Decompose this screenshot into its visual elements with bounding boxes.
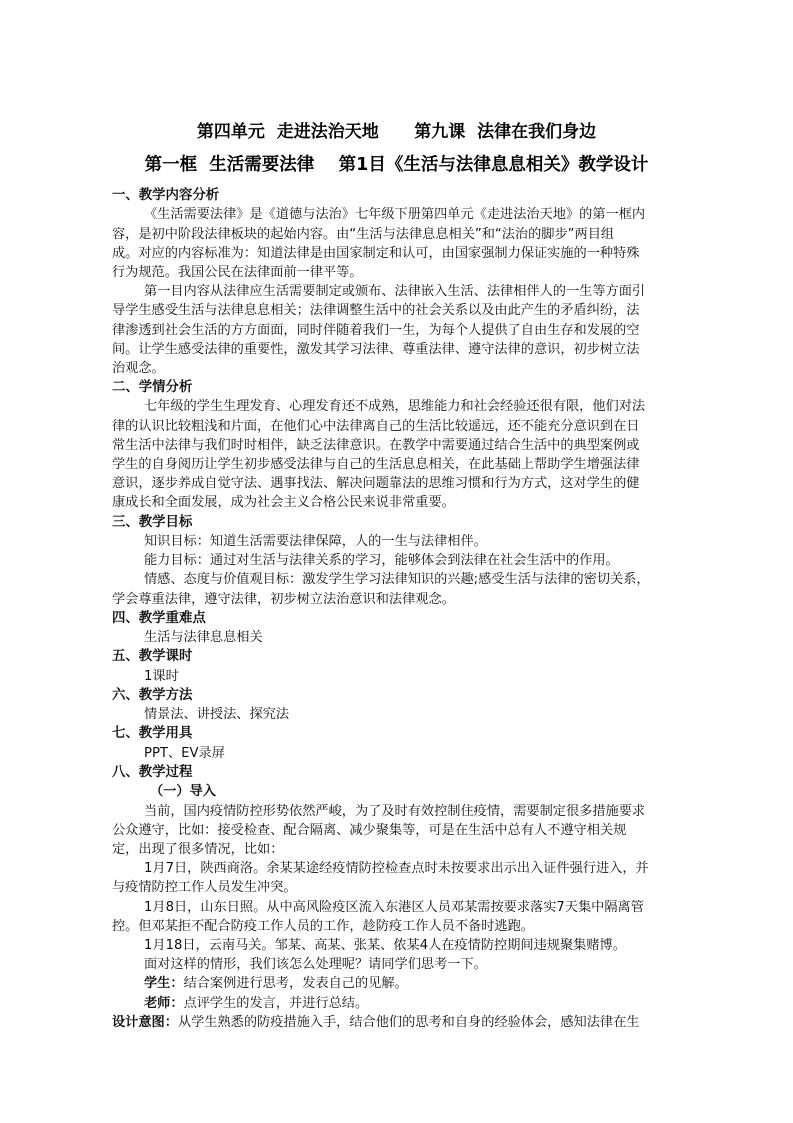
case-line: 控。但邓某拒不配合防疫工作人员的工作，趁防疫工作人员不备时逃跑。 xyxy=(112,918,534,934)
key-points-text: 生活与法律息息相关 xyxy=(144,630,263,646)
section-title: 第一框 生活需要法律 第1目《生活与法律息息相关》教学设计 xyxy=(144,155,649,175)
paragraph-line: 定，出现了很多情况，比如： xyxy=(112,842,284,857)
heading-content-analysis: 一、教学内容分析 xyxy=(112,188,220,203)
design-intent xyxy=(112,1013,687,1032)
case-line: 1月7日，陕西商洛。余某某途经疫情防控检查点时未按要求出示出入证件强行进入，并 xyxy=(144,861,649,877)
document-body xyxy=(112,186,687,1032)
paragraph-line: 第一目内容从法律应生活需要制定或颁布、法律嵌入生活、法律相伴人的一生等方面引 xyxy=(144,284,646,300)
case-line: 1月18日，云南马关。邹某、高某、张某、侬某4人在疫情防控期间违规聚集赌博。 xyxy=(144,937,626,953)
subheading-introduction: （一）导入 xyxy=(150,784,216,800)
heading-teaching-goals: 三、教学目标 xyxy=(112,514,193,530)
goal-knowledge: 知识目标：知道生活需要法律保障，人的一生与法律相伴。 xyxy=(144,533,487,549)
teacher-text: 点评学生的发言，并进行总结。 xyxy=(183,995,369,1011)
paragraph-line: 当前，国内疫情防控形势依然严峻，为了及时有效控制住疫情，需要制定很多措施要求 xyxy=(144,803,646,819)
unit-lesson-title: 第四单元 走进法治天地 第九课 法律在我们身边 xyxy=(196,122,597,142)
student-label: 学生： xyxy=(144,976,184,992)
student-activity xyxy=(112,974,687,993)
heading-tools: 七、教学用具 xyxy=(112,726,193,742)
paragraph-line: 康成长和全面发展，成为社会主义合格公民来说非常重要。 xyxy=(112,495,455,511)
paragraph-line: 常生活中法律与我们时时相伴，缺乏法律意识。在教学中需要通过结合生活中的典型案例或 xyxy=(112,437,640,453)
teacher-label: 老师： xyxy=(144,995,184,1011)
heading-learner-analysis: 二、学情分析 xyxy=(112,380,193,396)
case-line: 与疫情防控工作人员发生冲突。 xyxy=(112,880,297,896)
heading-methods: 六、教学方法 xyxy=(112,687,193,703)
methods-text: 情景法、讲授法、探究法 xyxy=(144,707,290,723)
paragraph-line: 七年级的学生生理发育、心理发育还不成熟，思维能力和社会经验还很有限，他们对法 xyxy=(144,399,646,415)
paragraph-line: 容，是初中阶段法律板块的起始内容。由“生活与法律息息相关”和“法治的脚步”两目组 xyxy=(112,226,615,242)
paragraph-line: 律渗透到社会生活的方方面面，同时伴随着我们一生，为每个人提供了自由生存和发展的空 xyxy=(112,322,640,338)
paragraph-line: 律的认识比较粗浅和片面，在他们心中法律离自己的生活比较遥远，还不能充分意识到在日 xyxy=(112,418,640,434)
tools-text: PPT、EV录屏 xyxy=(144,745,225,761)
intent-label: 设计意图： xyxy=(112,1014,178,1030)
goal-emotion: 情感、态度与价值观目标：激发学生学习法律知识的兴趣;感受生活与法律的密切关系， xyxy=(144,572,650,588)
paragraph-line: 学生的自身阅历让学生初步感受法律与自己的生活息息相关，在此基础上帮助学生增强法律 xyxy=(112,457,640,473)
heading-class-hours: 五、教学课时 xyxy=(112,649,193,665)
paragraph-line: 间。让学生感受法律的重要性，激发其学习法律、尊重法律、遵守法律的意识，初步树立法 xyxy=(112,341,640,357)
student-text: 结合案例进行思考，发表自己的见解。 xyxy=(183,976,408,992)
teacher-activity xyxy=(112,994,687,1013)
paragraph-line: 《生活需要法律》是《道德与法治》七年级下册第四单元《走进法治天地》的第一框内 xyxy=(144,207,646,223)
question-line: 面对这样的情形，我们该怎么处理呢？请同学们思考一下。 xyxy=(144,957,487,973)
intent-text: 从学生熟悉的防疫措施入手，结合他们的思考和自身的经验体会，感知法律在生 xyxy=(177,1014,640,1030)
paragraph-line: 公众遵守，比如：接受检查、配合隔离、减少聚集等，可是在生活中总有人不遵守相关规 xyxy=(112,822,627,838)
goal-ability: 能力目标：通过对生活与法律关系的学习，能够体会到法律在社会生活中的作用。 xyxy=(144,553,619,569)
paragraph-line: 行为规范。我国公民在法律面前一律平等。 xyxy=(112,264,363,280)
paragraph-line: 意识，逐步养成自觉守法、遇事找法、解决问题靠法的思维习惯和行为方式，这对学生的健 xyxy=(112,476,640,492)
paragraph-line: 学会尊重法律，遵守法律，初步树立法治意识和法律观念。 xyxy=(112,591,455,607)
heading-process: 八、教学过程 xyxy=(112,765,193,781)
case-line: 1月8日，山东日照。从中高风险疫区流入东港区人员邓某需按要求落实7天集中隔离管 xyxy=(144,899,644,915)
class-hours-text: 1课时 xyxy=(144,668,179,684)
heading-key-points: 四、教学重难点 xyxy=(112,610,206,626)
paragraph-line: 治观念。 xyxy=(112,360,165,376)
paragraph-line: 成。对应的内容标准为：知道法律是由国家制定和认可，由国家强制力保证实施的一种特殊 xyxy=(112,245,640,261)
paragraph-line: 导学生感受生活与法律息息相关；法律调整生活中的社会关系以及由此产生的矛盾纠纷，法 xyxy=(112,303,640,319)
